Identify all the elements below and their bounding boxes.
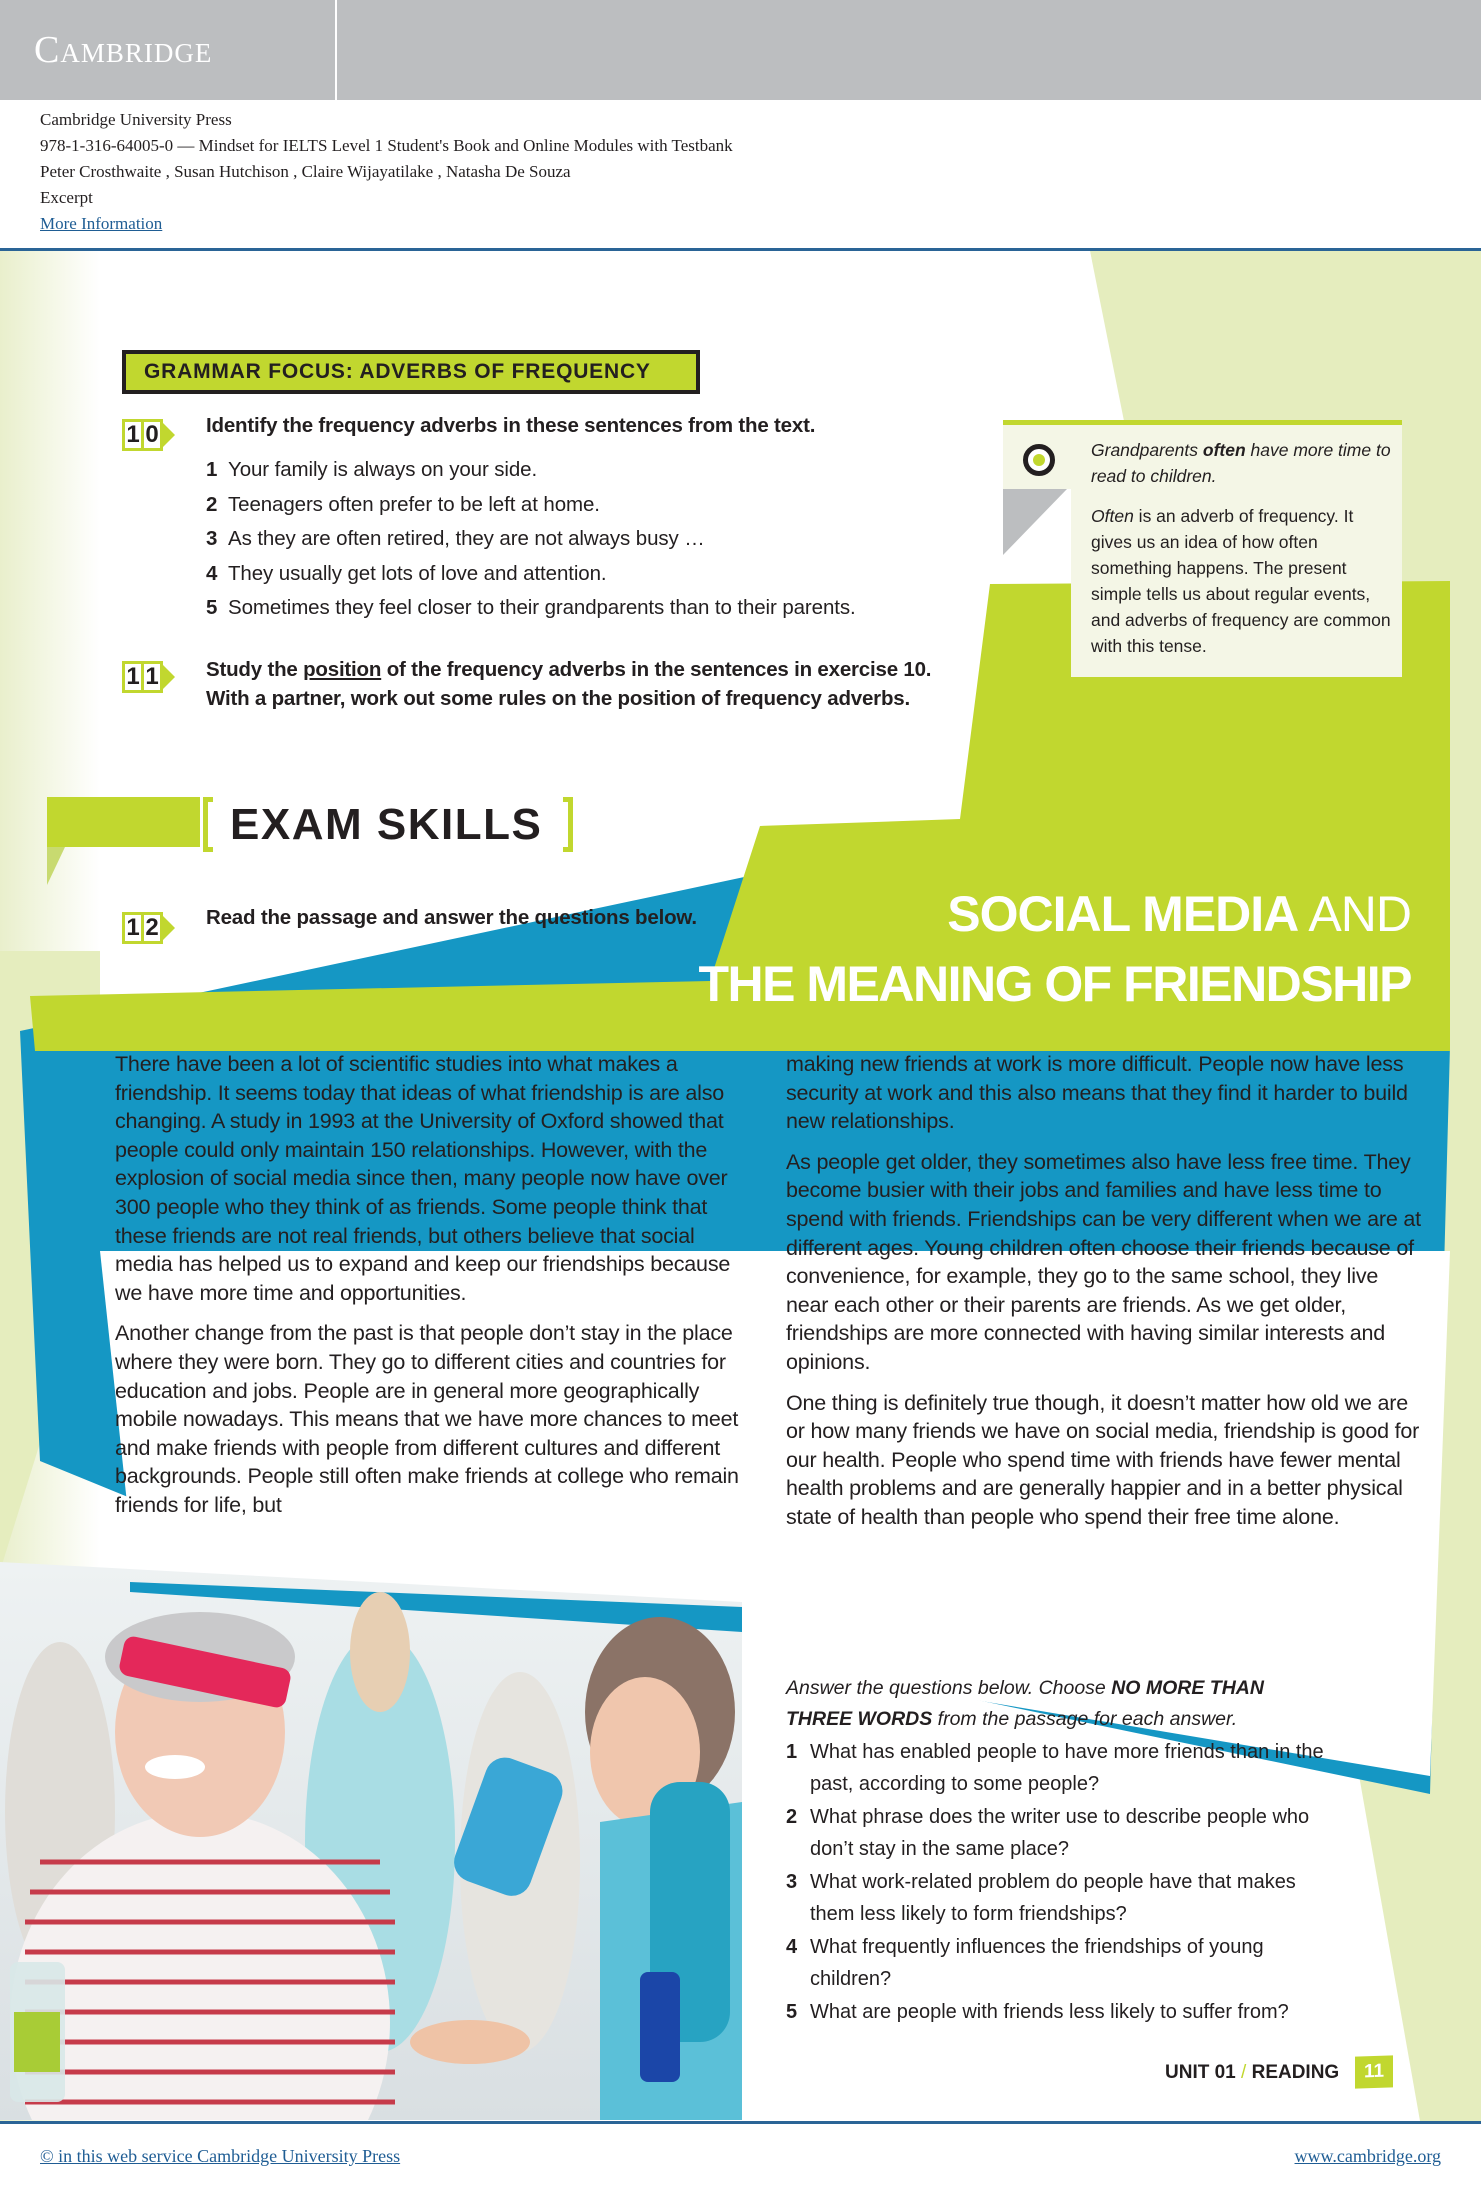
note-fold xyxy=(1003,489,1067,555)
paragraph: As people get older, they sometimes also have less free time. They become busier with their jobs and families and have less time to spend with friends. Friendships can be very different when we are at different ages. Young children often choose their friends because of convenience, for example, they go to the same school, they live near each other or their parents are friends. As we get older, friendships are more connected with having similar interests and opinions. xyxy=(786,1149,1421,1374)
badge-arrow-icon xyxy=(163,423,175,447)
paragraph: There have been a lot of scientific studies into what makes a friendship. It seems today that ideas of what friendship is are also changing. A study in 1993 at the University of Oxford showed that people could only maintain 150 relationships. However, with the explosion of social media since then, many people now have over 300 people who they think of as friends. Some people think that these friends are not real friends, but others believe that social media has helped us to expand and keep our friendships because we have more time and opportunities. xyxy=(115,1052,731,1305)
question-text: What are people with friends less likely to suffer from? xyxy=(810,2001,1289,2023)
paragraph: One thing is definitely true though, it doesn’t matter how old we are or how many friends we have on social media, friendship is good for our health. People who spend time with friends have fewer mental health problems and are generally happier and in a better physical state of health than people who spend their free time alone. xyxy=(786,1390,1420,1529)
doc-type: Excerpt xyxy=(40,188,93,207)
exercise-10-badge xyxy=(122,418,190,452)
item-number: 1 xyxy=(206,458,218,481)
italic-word: Often xyxy=(1091,506,1134,526)
publisher: Cambridge University Press xyxy=(40,110,232,129)
exercise-11-badge xyxy=(122,660,190,694)
slash: / xyxy=(1235,2062,1252,2083)
item-number: 5 xyxy=(206,596,218,619)
list-item xyxy=(206,562,856,597)
left-bracket xyxy=(203,797,213,852)
badge-digit: 0 xyxy=(141,419,163,451)
question-item xyxy=(786,1802,1326,1865)
question-text: What phrase does the writer use to describe people who don’t stay in the same place? xyxy=(810,1806,1310,1860)
unit-label xyxy=(1165,2062,1339,2084)
bottom-rule xyxy=(0,2121,1481,2124)
paragraph: making new friends at work is more difficult. People now have less security at work and this also means that they find it harder to build new relationships. xyxy=(786,1052,1408,1134)
cambridge-site-link[interactable]: www.cambridge.org xyxy=(1294,2146,1441,2166)
item-text: Teenagers often prefer to be left at home. xyxy=(228,492,600,516)
exercise-12-badge xyxy=(122,911,190,945)
text: Study the xyxy=(206,658,304,681)
note-explanation xyxy=(1091,503,1391,659)
exercise-12-instruction: Read the passage and answer the questions below. xyxy=(206,906,697,929)
badge-digit: 1 xyxy=(122,912,144,944)
title-bold: SOCIAL MEDIA xyxy=(947,886,1299,942)
text: is an adverb of frequency. It gives us an idea of how often something happens. The present simple tells us about regular events, and adverbs of frequency are common with this tense. xyxy=(1091,506,1391,656)
article-title-line-1 xyxy=(947,885,1411,943)
text: With a partner, work out some rules on the position of frequency adverbs. xyxy=(206,687,910,710)
text: of the frequency adverbs in the sentences in exercise 10. xyxy=(381,658,932,681)
question-number: 5 xyxy=(786,2001,798,2023)
list-item xyxy=(206,596,856,631)
text: Answer the questions below. Choose xyxy=(786,1677,1112,1699)
section-name: READING xyxy=(1251,2062,1340,2083)
item-text: Sometimes they feel closer to their grandparents than to their parents. xyxy=(228,596,856,619)
exam-skills-wedge xyxy=(47,847,65,885)
badge-digit: 1 xyxy=(122,419,144,451)
paragraph: Another change from the past is that people don’t stay in the place where they were born. They go to different cities and countries for education and jobs. People are in general more geographically mobile nowadays. This means that we have more chances to meet and make friends with people from different cultures and different backgrounds. People still often make friends at college who remain friends for life, but xyxy=(115,1321,739,1517)
text: from the passage for each answer. xyxy=(932,1708,1238,1730)
question-number: 1 xyxy=(786,1741,798,1763)
exercise-10-instruction: Identify the frequency adverbs in these sentences from the text. xyxy=(206,414,816,437)
underlined-word: position xyxy=(303,658,382,681)
item-number: 4 xyxy=(206,561,218,585)
list-item xyxy=(206,458,856,493)
bold-word: often xyxy=(1202,440,1246,460)
list-item xyxy=(206,493,856,528)
text: have more time to read to children. xyxy=(1091,440,1391,486)
badge-digit: 1 xyxy=(122,661,144,693)
unit-number: UNIT 01 xyxy=(1165,2062,1236,2083)
list-item xyxy=(206,527,856,562)
exam-skills-green-block xyxy=(47,797,207,847)
target-icon xyxy=(1023,444,1055,476)
isbn-title: 978-1-316-64005-0 — Mindset for IELTS Level 1 Student's Book and Online Modules with Testbank xyxy=(40,136,733,155)
question-number: 3 xyxy=(786,1871,798,1893)
grammar-focus-title: GRAMMAR FOCUS: ADVERBS OF FREQUENCY xyxy=(126,354,696,390)
text: Grandparents xyxy=(1091,440,1203,460)
question-text: What work-related problem do people have that makes them less likely to form friendships? xyxy=(810,1871,1296,1925)
item-number: 2 xyxy=(206,492,218,516)
copyright-link[interactable]: © in this web service Cambridge University Press xyxy=(40,2146,401,2166)
item-number: 3 xyxy=(206,527,218,550)
photo-two-older-women xyxy=(0,1562,742,2120)
exam-skills-title: EXAM SKILLS xyxy=(230,800,543,849)
grammar-focus-box xyxy=(122,350,700,394)
photo-illustration xyxy=(0,1562,742,2120)
article-title-line-2: THE MEANING OF FRIENDSHIP xyxy=(698,956,1411,1012)
question-item xyxy=(786,1932,1326,1995)
badge-arrow-icon xyxy=(163,916,175,940)
more-information-link[interactable]: More Information xyxy=(40,214,163,233)
badge-arrow-icon xyxy=(163,665,175,689)
grammar-note xyxy=(1003,420,1402,677)
item-text: As they are often retired, they are not always busy … xyxy=(228,527,705,550)
question-item xyxy=(786,1737,1326,1800)
question-item xyxy=(786,1867,1326,1930)
passage-right-column xyxy=(786,1050,1426,1544)
question-number: 2 xyxy=(786,1806,798,1828)
authors: Peter Crosthwaite , Susan Hutchison , Claire Wijayatilake , Natasha De Souza xyxy=(40,162,571,181)
item-text: They usually get lots of love and attention. xyxy=(228,561,607,585)
badge-digit: 2 xyxy=(141,912,163,944)
passage-left-column xyxy=(115,1050,755,1532)
questions-list xyxy=(786,1737,1326,2031)
question-text: What has enabled people to have more friends than in the past, according to some people? xyxy=(810,1741,1324,1795)
cambridge-logo: Cambridge xyxy=(34,29,213,71)
note-example xyxy=(1091,437,1391,489)
question-number: 4 xyxy=(786,1936,798,1958)
question-item xyxy=(786,1997,1326,2029)
page-number: 11 xyxy=(1355,2055,1393,2088)
exercise-11-instruction xyxy=(206,655,931,713)
questions-instructions xyxy=(786,1673,1326,1735)
title-light: AND xyxy=(1298,886,1411,942)
bold-text: NO MORE THAN THREE WORDS xyxy=(786,1677,1264,1730)
exercise-10-list xyxy=(206,458,856,631)
question-text: What frequently influences the friendships of young children? xyxy=(810,1936,1264,1990)
right-bracket xyxy=(563,797,573,852)
badge-digit: 1 xyxy=(141,661,163,693)
item-text: Your family is always on your side. xyxy=(228,458,538,481)
